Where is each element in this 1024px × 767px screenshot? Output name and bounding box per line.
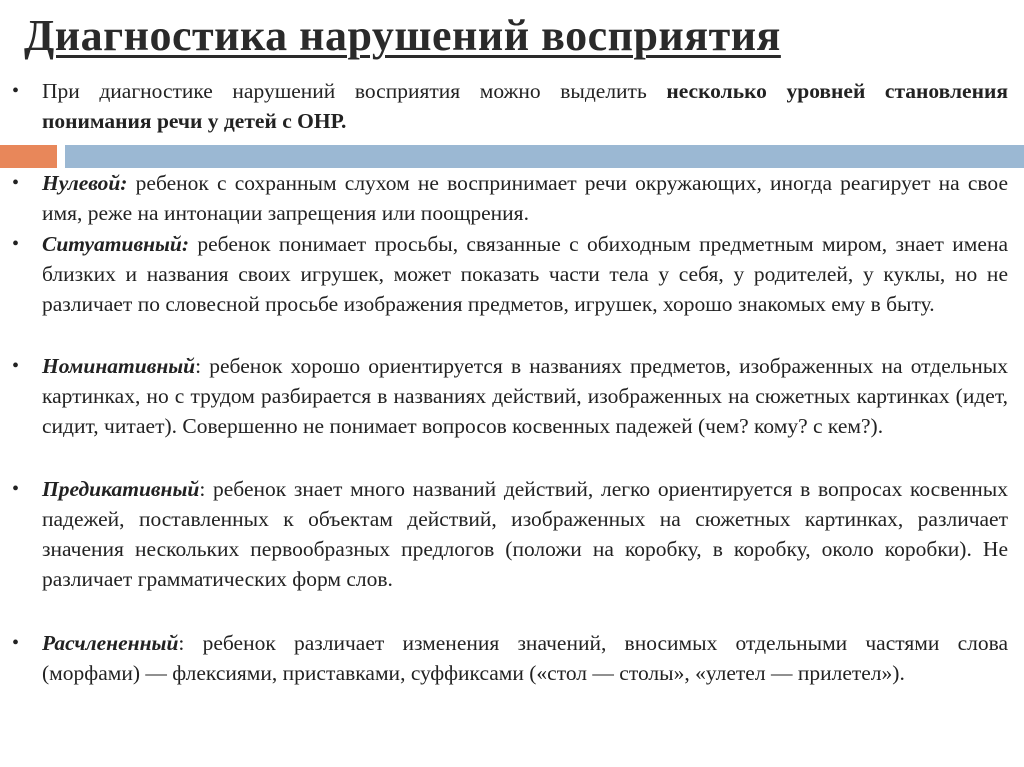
level-term-colon: :	[195, 354, 202, 378]
intro-plain: При диагностике нарушений восприятия можно выделить	[42, 79, 667, 103]
level-item-dissected	[12, 628, 1008, 688]
level-description: ребенок знает много названий действий, легко ориентируется в вопросах косвенных падежей, поставленных к объектам действий, изображенных на сюжетных картинках, различает значения нескольких первообразных предлогов (положи на коробку, в коробку, около коробки). Не различает грамматических форм слов.	[42, 477, 1008, 591]
accent-bar-gap	[57, 145, 65, 168]
level-text	[42, 628, 1008, 688]
level-term-colon: :	[178, 631, 185, 655]
bullet-dot: •	[12, 172, 20, 194]
level-description: ребенок различает изменения значений, вносимых отдельными частями слова (морфами) — флексиями, приставками, суффиксами («стол — столы», «улетел — прилетел»).	[42, 631, 1008, 685]
level-description: ребенок с сохранным слухом не воспринимает речи окружающих, иногда реагирует на свое имя, реже на интонации запрещения или поощрения.	[42, 171, 1008, 225]
intro-bold: несколько уровней становления понимания речи у детей с ОНР.	[42, 79, 1008, 133]
level-term-colon: :	[199, 477, 206, 501]
level-description: ребенок понимает просьбы, связанные с обиходным предметным миром, знает имена близких и названия своих игрушек, может показать части тела у себя, у родителей, у куклы, но не различает по словесной просьбе изображения предметов, игрушек, хорошо знакомых ему в быту.	[42, 232, 1008, 316]
bullet-dot: •	[12, 355, 20, 377]
page-title: Диагностика нарушений восприятия	[24, 11, 781, 60]
level-text	[42, 229, 1008, 319]
level-item-nominative	[12, 351, 1008, 441]
bullet-dot: •	[12, 80, 20, 102]
accent-bar	[0, 145, 1024, 168]
level-term: Ситуативный:	[42, 232, 190, 256]
level-text	[42, 351, 1008, 441]
intro-bullet	[12, 76, 1008, 136]
accent-bar-blue	[65, 145, 1024, 168]
level-item-situational	[12, 229, 1008, 319]
accent-bar-orange	[0, 145, 57, 168]
level-item-predicative	[12, 474, 1008, 594]
bullet-dot: •	[12, 233, 20, 255]
level-term: Нулевой:	[42, 171, 128, 195]
level-term: Номинативный	[42, 354, 196, 378]
intro-text	[42, 76, 1008, 136]
bullet-dot: •	[12, 478, 20, 500]
level-text	[42, 168, 1008, 228]
level-description: ребенок хорошо ориентируется в названиях предметов, изображенных на отдельных картинках, но с трудом разбирается в названиях действий, изображенных на сюжетных картинках (идет, сидит, читает). Совершенно не понимает вопросов косвенных падежей (чем? кому? с кем?).	[42, 354, 1008, 438]
level-term: Расчлененный	[42, 631, 179, 655]
bullet-dot: •	[12, 632, 20, 654]
level-text	[42, 474, 1008, 594]
level-term: Предикативный	[42, 477, 200, 501]
level-item-zero	[12, 168, 1008, 228]
